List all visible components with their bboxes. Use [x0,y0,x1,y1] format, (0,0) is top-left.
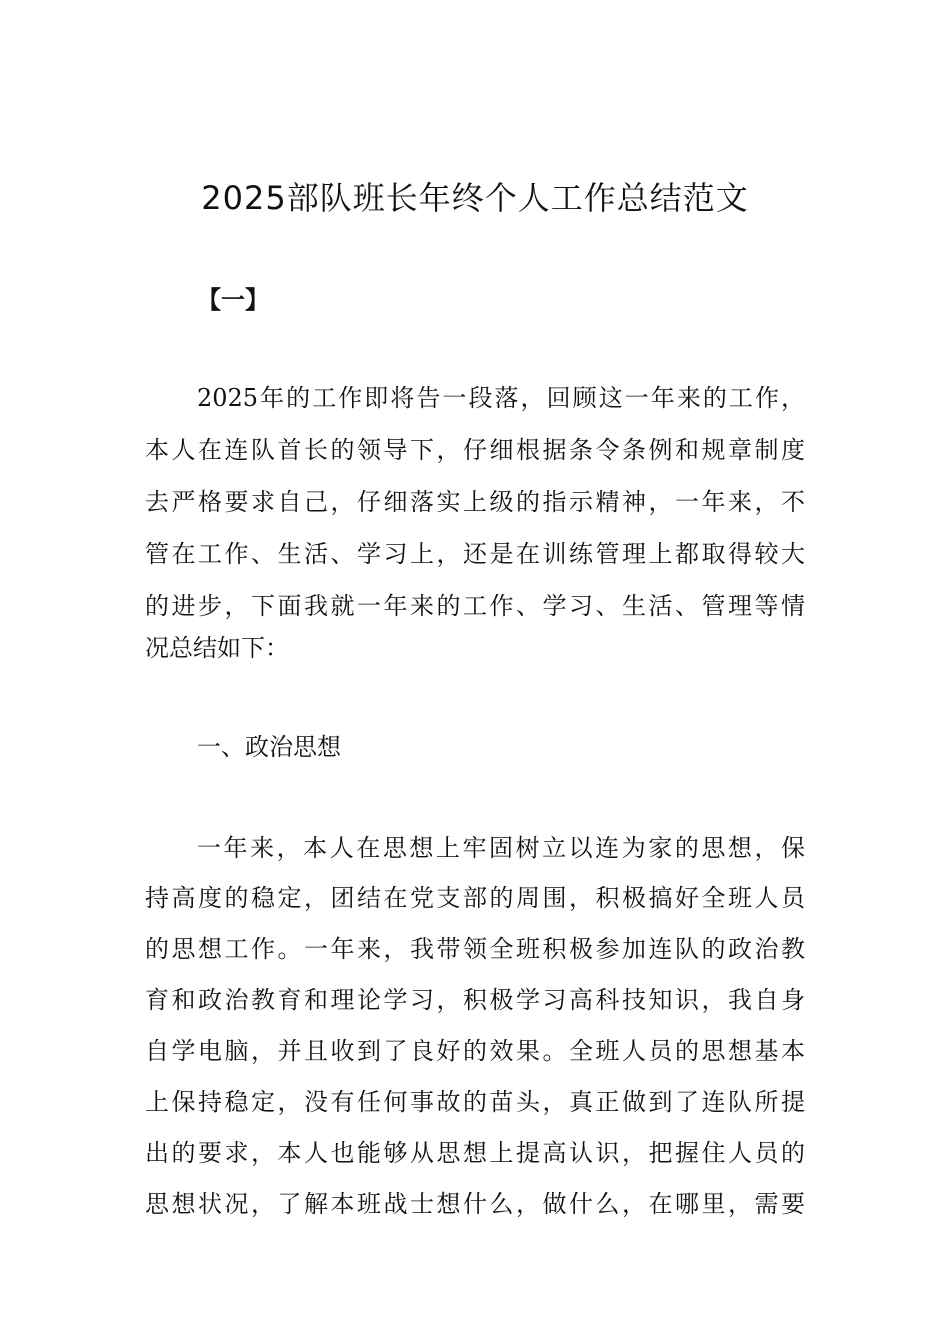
paragraph-line: 持高度的稳定，团结在党支部的周围，积极搞好全班人员 [145,884,805,912]
paragraph-line: 的进步，下面我就一年来的工作、学习、生活、管理等情 [145,592,805,620]
paragraph-line: 况总结如下： [145,634,289,662]
section-heading: 一、政治思想 [197,733,341,761]
paragraph-line: 管在工作、生活、学习上，还是在训练管理上都取得较大 [145,540,805,568]
paragraph-line: 一年来，本人在思想上牢固树立以连为家的思想，保 [197,834,805,862]
document-title: 2025部队班长年终个人工作总结范文 [201,179,749,217]
paragraph-line: 思想状况，了解本班战士想什么，做什么，在哪里，需要 [145,1190,805,1218]
paragraph-line: 的思想工作。一年来，我带领全班积极参加连队的政治教 [145,935,805,963]
paragraph-line: 2025年的工作即将告一段落，回顾这一年来的工作， [197,384,805,412]
paragraph-line: 自学电脑，并且收到了良好的效果。全班人员的思想基本 [145,1037,805,1065]
paragraph-line: 育和政治教育和理论学习，积极学习高科技知识，我自身 [145,986,805,1014]
paragraph-line: 上保持稳定，没有任何事故的苗头，真正做到了连队所提 [145,1088,805,1116]
paragraph-line: 本人在连队首长的领导下，仔细根据条令条例和规章制度 [145,436,805,464]
paragraph-line: 去严格要求自己，仔细落实上级的指示精神，一年来，不 [145,488,805,516]
section-marker: 【一】 [197,286,269,314]
paragraph-line: 出的要求，本人也能够从思想上提高认识，把握住人员的 [145,1139,805,1167]
